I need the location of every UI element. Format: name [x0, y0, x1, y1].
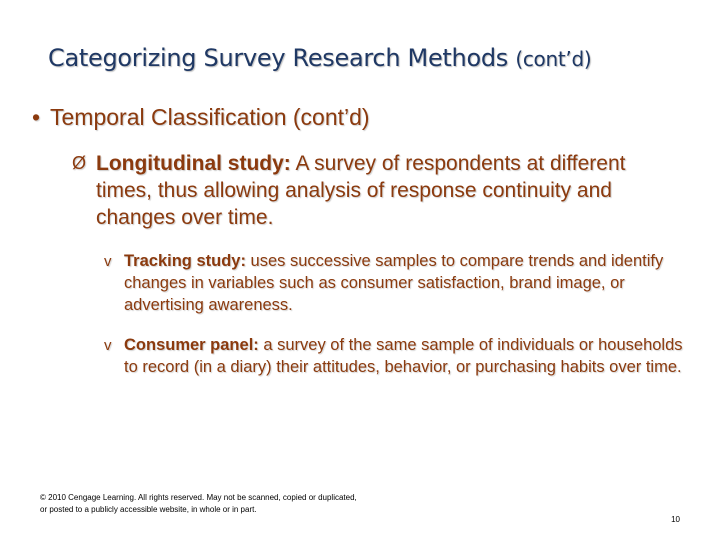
- slide-title: [48, 44, 591, 72]
- diamond-bullet-icon: v: [104, 337, 112, 354]
- tracking-definition: uses successive samples to compare trends and identify changes in variables such as consumer satisfaction, brand image, or advertising awareness.: [124, 252, 664, 314]
- bullet-longitudinal-study: [72, 150, 672, 231]
- diamond-bullet-icon: v: [104, 253, 112, 270]
- arrow-bullet-icon: Ø: [72, 153, 87, 173]
- tracking-text-block: [104, 250, 684, 316]
- consumer-panel-definition: a survey of the same sample of individuals or households to record (in a diary) their attitudes, behavior, or purchasing habits over time.: [124, 336, 683, 376]
- sub-bullet-consumer-panel: [104, 334, 684, 378]
- bullet-temporal-classification: [32, 104, 370, 131]
- longitudinal-term: Longitudinal study:: [96, 152, 291, 175]
- slide-title-text: Categorizing Survey Research Methods: [48, 44, 508, 72]
- bullet-temporal-text: Temporal Classification (cont’d): [50, 104, 370, 130]
- page-number: 10: [671, 515, 680, 524]
- copyright-notice: © 2010 Cengage Learning. All rights reserved. May not be scanned, copied or duplicated, or posted to a publicly accessible website, in whole or in part.: [40, 493, 357, 514]
- tracking-term: Tracking study:: [124, 252, 246, 270]
- consumer-panel-text-block: [104, 334, 684, 378]
- longitudinal-text-block: [72, 150, 672, 231]
- consumer-panel-term: Consumer panel:: [124, 336, 259, 354]
- bullet-dot-icon: •: [32, 104, 41, 130]
- sub-bullet-tracking-study: [104, 250, 684, 316]
- slide-title-suffix: (cont’d): [515, 47, 592, 71]
- longitudinal-definition: A survey of respondents at different times, thus allowing analysis of response continuity and changes over time.: [96, 152, 626, 229]
